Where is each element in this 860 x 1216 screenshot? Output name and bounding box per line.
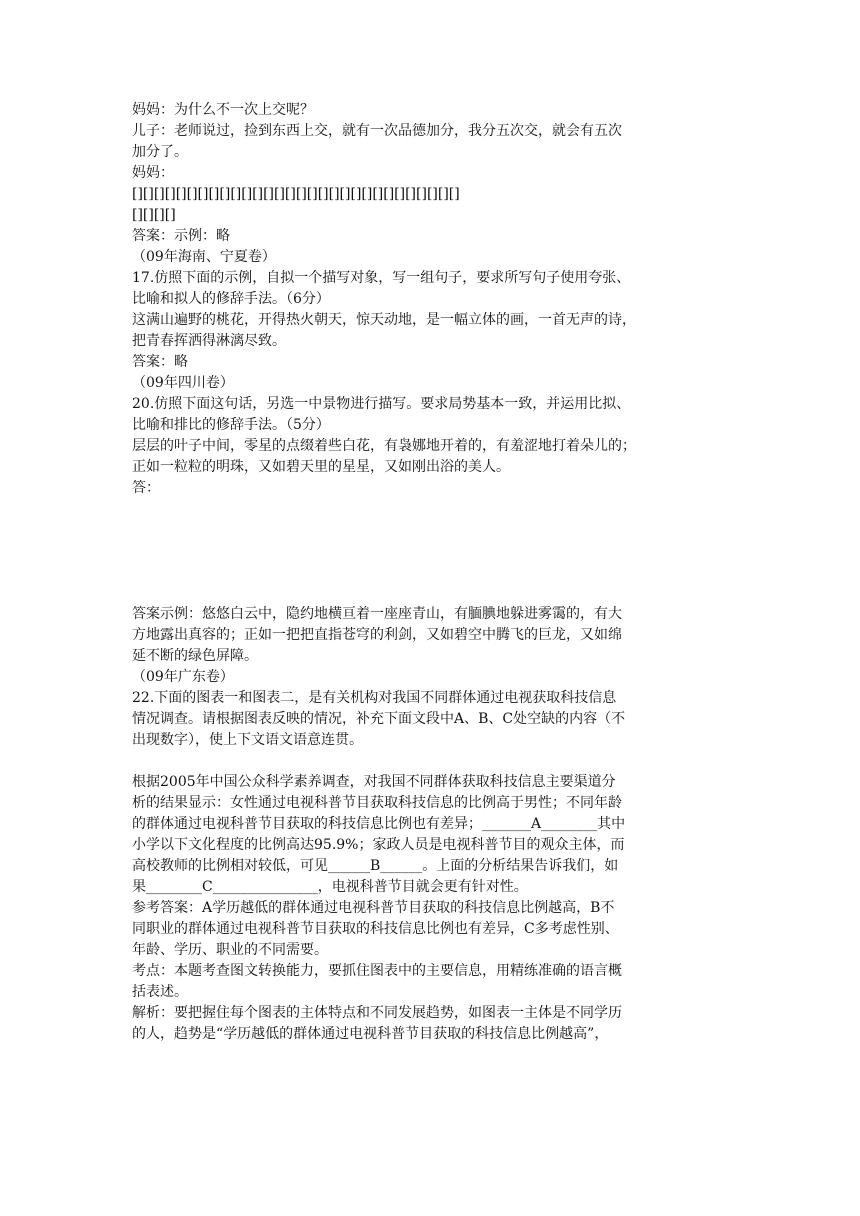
text-line: 儿子：老师说过，捡到东西上交，就有一次品德加分，我分五次交，就会有五次 [132, 123, 622, 139]
text-line: 妈妈：为什么不一次上交呢？ [132, 102, 314, 118]
question-20: 比喻和排比的修辞手法。（5分） [132, 417, 330, 433]
source-label: （09年海南、宁夏卷） [132, 249, 276, 265]
source-label: （09年四川卷） [132, 375, 234, 391]
placeholder-box-line: [][][][][][][][][][][][][][][][][][][][][][][][][][][][][][] [132, 186, 460, 202]
reference-answer: 同职业的群体通过电视科普节目获取的科技信息比例也有差异，C多考虑性别、 [132, 921, 619, 937]
question-22: 情况调查。请根据图表反映的情况，补充下面文段中A、B、C处空缺的内容（不 [132, 711, 626, 727]
answer-label: 答： [132, 480, 160, 496]
example-text: 正如一粒粒的明珠，又如碧天里的星星，又如刚出浴的美人。 [132, 459, 510, 475]
passage-text: 的群体通过电视科普节目获取的科技信息比例也有差异；_______A________其中 [132, 816, 626, 832]
example-text: 把青春挥洒得淋漓尽致。 [132, 333, 286, 349]
exam-point: 考点：本题考查图文转换能力，要抓住图表中的主要信息，用精练准确的语言概 [132, 963, 622, 979]
passage-text: 根据2005年中国公众科学素养调查，对我国不同群体获取科技信息主要渠道分 [132, 774, 616, 790]
passage-text: 析的结果显示：女性通过电视科普节目获取科技信息的比例高于男性；不同年龄 [132, 795, 622, 811]
answer-example: 答案示例：悠悠白云中，隐约地横亘着一座座青山，有腼腆地躲进雾霭的，有大 [132, 606, 622, 622]
passage-text: 果________C_______________，电视科普节目就会更有针对性。 [132, 879, 528, 895]
passage-text: 小学以下文化程度的比例高达95.9%；家政人员是电视科普节目的观众主体，而 [132, 837, 625, 853]
answer-line: 答案：略 [132, 354, 188, 370]
source-label: （09年广东卷） [132, 669, 234, 685]
analysis: 的人，趋势是“学历越低的群体通过电视科普节目获取的科技信息比例越高”， [132, 1026, 609, 1042]
reference-answer: 参考答案：A学历越低的群体通过电视科普节目获取的科技信息比例越高，B不 [132, 900, 615, 916]
passage-text: 高校教师的比例相对较低，可见______B______。上面的分析结果告诉我们，如 [132, 858, 619, 874]
blank-answer-space [132, 499, 732, 604]
paragraph-gap [132, 751, 732, 772]
question-17: 比喻和拟人的修辞手法。（6分） [132, 291, 330, 307]
text-line: 妈妈： [132, 165, 174, 181]
answer-example: 延不断的绿色屏障。 [132, 648, 258, 664]
placeholder-box-line: [][][][] [132, 207, 176, 223]
answer-example: 方地露出真容的；正如一把把直指苍穹的利剑，又如碧空中腾飞的巨龙，又如绵 [132, 627, 622, 643]
example-text: 这满山遍野的桃花，开得热火朝天，惊天动地，是一幅立体的画，一首无声的诗， [132, 312, 636, 328]
example-text: 层层的叶子中间，零星的点缀着些白花，有袅娜地开着的，有羞涩地打着朵儿的； [132, 438, 636, 454]
question-20: 20.仿照下面这句话，另选一中景物进行描写。要求局势基本一致，并运用比拟、 [132, 396, 631, 412]
question-22: 出现数字），使上下文语文语意连贯。 [132, 732, 363, 748]
question-22: 22.下面的图表一和图表二，是有关机构对我国不同群体通过电视获取科技信息 [132, 690, 617, 706]
question-17: 17.仿照下面的示例，自拟一个描写对象，写一组句子，要求所写句子使用夸张、 [132, 270, 631, 286]
analysis: 解析：要把握住每个图表的主体特点和不同发展趋势，如图表一主体是不同学历 [132, 1005, 622, 1021]
document-page [132, 100, 732, 1045]
text-line: 加分了。 [132, 144, 188, 160]
exam-point: 括表述。 [132, 984, 188, 1000]
reference-answer: 年龄、学历、职业的不同需要。 [132, 942, 328, 958]
answer-line: 答案：示例：略 [132, 228, 230, 244]
